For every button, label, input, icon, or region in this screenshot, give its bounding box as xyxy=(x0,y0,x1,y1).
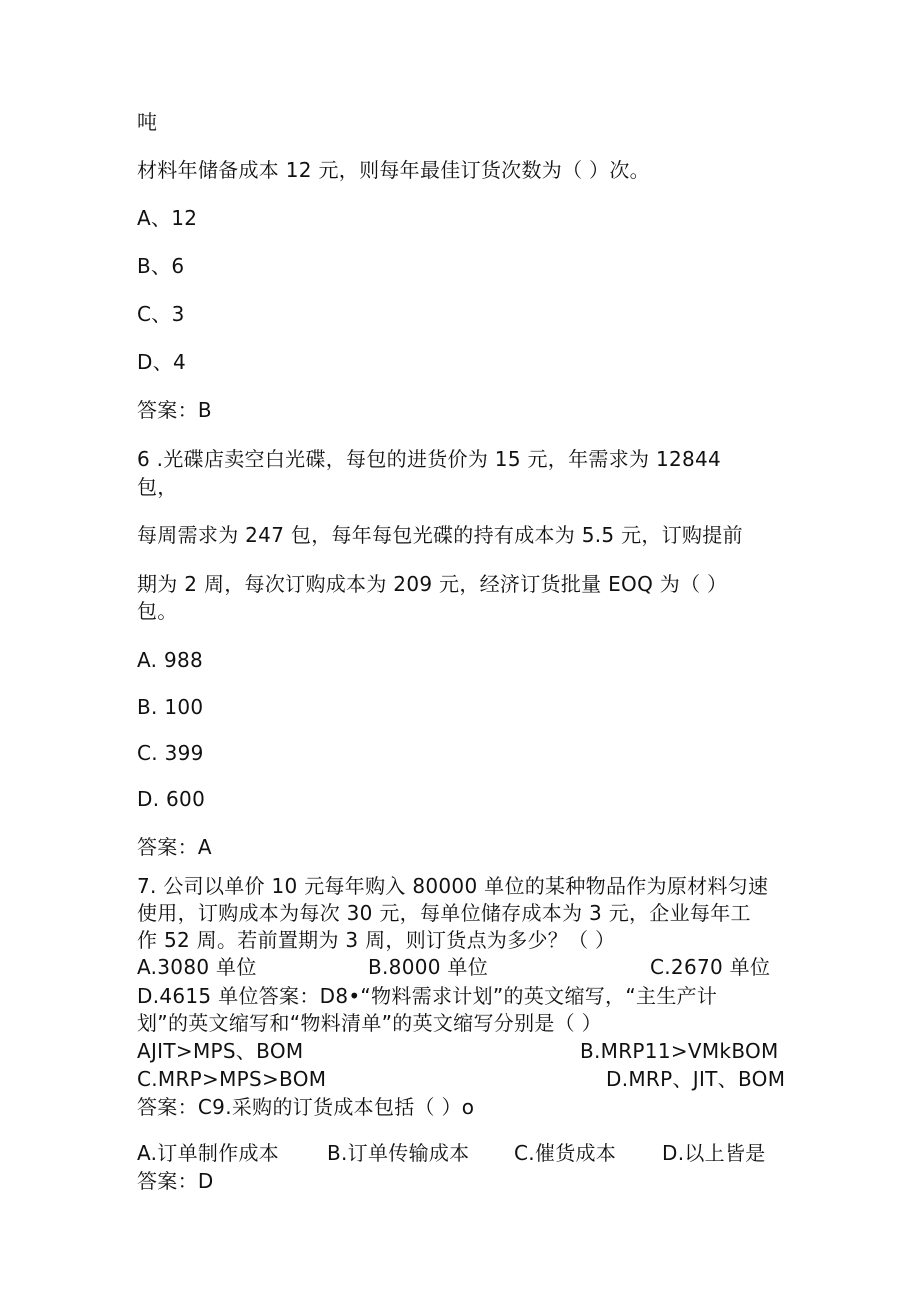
q9-option-b: B.订单传输成本 xyxy=(327,1141,470,1165)
q7-stem-line2: 使用，订购成本为每次 30 元，每单位储存成本为 3 元，企业每年工 xyxy=(137,901,751,925)
q5-answer: 答案：B xyxy=(137,398,212,422)
q6-option-a: A. 988 xyxy=(137,648,204,672)
q7-option-a: A.3080 单位 xyxy=(137,955,257,979)
q8-option-a: AJIT>MPS、BOM xyxy=(137,1039,304,1063)
q6-option-d: D. 600 xyxy=(137,787,206,811)
q6-stem-line4: 期为 2 周，每次订购成本为 209 元，经济订货批量 EOQ 为（ ） xyxy=(137,572,728,596)
q6-option-b: B. 100 xyxy=(137,695,204,719)
q6-stem-line5: 包。 xyxy=(137,599,178,623)
q5-option-a: A、12 xyxy=(137,206,198,230)
q5-option-c: C、3 xyxy=(137,302,185,326)
q8-option-c: C.MRP>MPS>BOM xyxy=(137,1067,327,1091)
q7-option-d-and-q8-stem: D.4615 单位答案：D8•“物料需求计划”的英文缩写，“主生产计 xyxy=(137,984,718,1008)
q7-stem-line1: 7. 公司以单价 10 元每年购入 80000 单位的某种物品作为原材料匀速 xyxy=(137,874,769,898)
q7-option-c: C.2670 单位 xyxy=(650,955,771,979)
q6-option-c: C. 399 xyxy=(137,741,204,765)
q9-answer: 答案：D xyxy=(137,1169,214,1193)
q9-option-d: D.以上皆是 xyxy=(662,1141,766,1165)
text-line-unit: 吨 xyxy=(137,110,158,134)
q9-stem: 答案：C9.采购的订货成本包括（ ）o xyxy=(137,1095,475,1119)
q7-stem-line3: 作 52 周。若前置期为 3 周，则订货点为多少？（ ） xyxy=(137,928,616,952)
q8-option-d: D.MRP、JIT、BOM xyxy=(606,1067,786,1091)
q5-option-d: D、4 xyxy=(137,350,187,374)
q5-option-b: B、6 xyxy=(137,254,185,278)
q5-stem: 材料年储备成本 12 元，则每年最佳订货次数为（ ）次。 xyxy=(137,158,650,182)
q7-option-b: B.8000 单位 xyxy=(368,955,489,979)
q9-option-a: A.订单制作成本 xyxy=(137,1141,280,1165)
q9-option-c: C.催货成本 xyxy=(514,1141,617,1165)
q6-stem-line3: 每周需求为 247 包，每年每包光碟的持有成本为 5.5 元，订购提前 xyxy=(137,523,743,547)
q8-option-b: B.MRP11>VMkBOM xyxy=(580,1039,779,1063)
q6-stem-line1: 6 .光碟店卖空白光碟，每包的进货价为 15 元，年需求为 12844 xyxy=(137,447,722,471)
q6-answer: 答案：A xyxy=(137,835,212,859)
q8-stem-line2: 划”的英文缩写和“物料清单”的英文缩写分别是（ ） xyxy=(137,1011,602,1035)
q6-stem-line2: 包， xyxy=(137,475,178,499)
